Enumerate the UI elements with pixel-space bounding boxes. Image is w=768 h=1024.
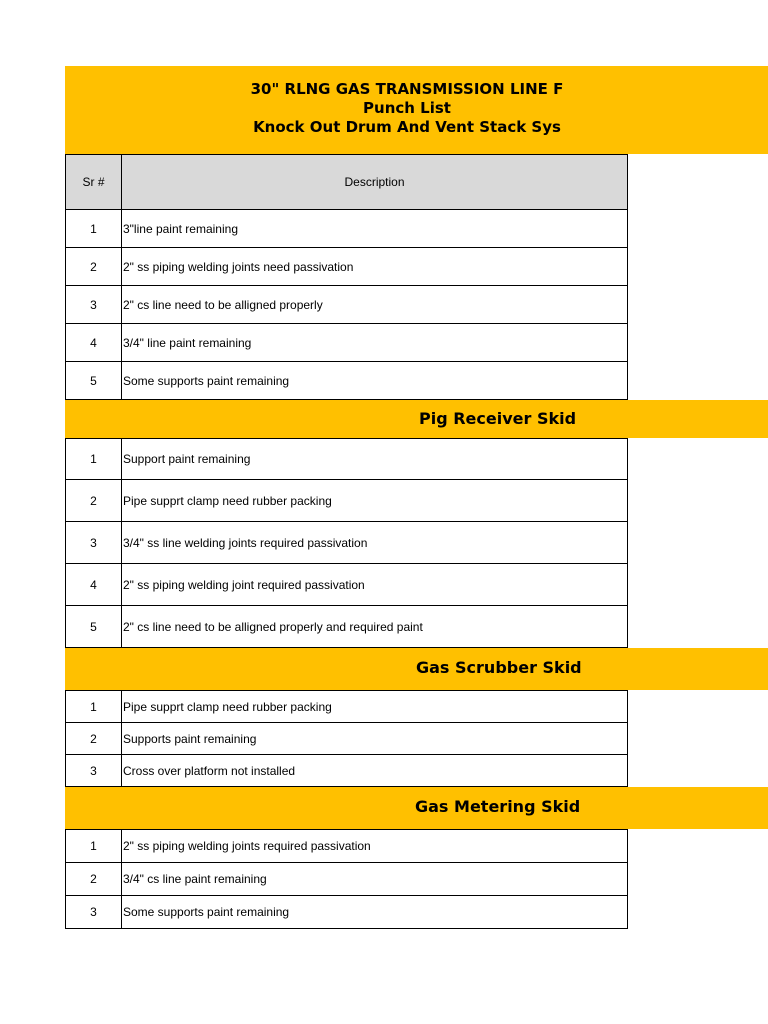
description-cell: 3/4" ss line welding joints required passivation <box>122 522 628 564</box>
description-cell: 2" cs line need to be alligned properly <box>122 286 628 324</box>
description-cell: 2" ss piping welding joint required passivation <box>122 564 628 606</box>
table-row <box>66 755 628 787</box>
table-row <box>66 691 628 723</box>
sr-cell: 1 <box>66 830 122 863</box>
sr-cell: 3 <box>66 896 122 929</box>
sr-cell: 3 <box>66 522 122 564</box>
sr-cell: 3 <box>66 755 122 787</box>
table-row <box>66 564 628 606</box>
description-cell: Pipe supprt clamp need rubber packing <box>122 480 628 522</box>
table-row <box>66 286 628 324</box>
sr-cell: 4 <box>66 324 122 362</box>
section-heading-ko-drum: Knock Out Drum And Vent Stack Sys <box>253 118 561 136</box>
document-subtitle: Punch List <box>363 99 451 117</box>
section-title-gas-scrubber: Gas Scrubber Skid <box>416 658 582 677</box>
table-row <box>66 863 628 896</box>
punch-table-pig-receiver <box>65 438 628 648</box>
table-row <box>66 210 628 248</box>
sr-cell: 2 <box>66 723 122 755</box>
sr-cell: 2 <box>66 480 122 522</box>
table-row <box>66 896 628 929</box>
document-title: 30" RLNG GAS TRANSMISSION LINE F <box>250 80 564 98</box>
column-header-description: Description <box>122 155 628 210</box>
sr-cell: 1 <box>66 210 122 248</box>
table-row <box>66 522 628 564</box>
table-row <box>66 606 628 648</box>
sr-cell: 2 <box>66 248 122 286</box>
section-title-pig-receiver: Pig Receiver Skid <box>419 409 577 428</box>
description-cell: Pipe supprt clamp need rubber packing <box>122 691 628 723</box>
table-row <box>66 324 628 362</box>
section-title-gas-metering: Gas Metering Skid <box>415 797 581 816</box>
description-cell: Some supports paint remaining <box>122 896 628 929</box>
description-cell: 3/4" line paint remaining <box>122 324 628 362</box>
table-row <box>66 439 628 480</box>
table-header-row <box>66 155 628 210</box>
sr-cell: 4 <box>66 564 122 606</box>
sr-cell: 5 <box>66 362 122 400</box>
punch-table-ko-drum <box>65 154 628 400</box>
sr-cell: 1 <box>66 439 122 480</box>
description-cell: Some supports paint remaining <box>122 362 628 400</box>
description-cell: Support paint remaining <box>122 439 628 480</box>
column-header-sr: Sr # <box>66 155 122 210</box>
description-cell: 3"line paint remaining <box>122 210 628 248</box>
punch-table-gas-metering <box>65 829 628 929</box>
sr-cell: 2 <box>66 863 122 896</box>
sr-cell: 5 <box>66 606 122 648</box>
punch-table-gas-scrubber <box>65 690 628 787</box>
table-row <box>66 723 628 755</box>
table-row <box>66 248 628 286</box>
table-row <box>66 830 628 863</box>
table-row <box>66 480 628 522</box>
sr-cell: 1 <box>66 691 122 723</box>
description-cell: 3/4" cs line paint remaining <box>122 863 628 896</box>
description-cell: 2" ss piping welding joints required passivation <box>122 830 628 863</box>
description-cell: Cross over platform not installed <box>122 755 628 787</box>
description-cell: Supports paint remaining <box>122 723 628 755</box>
sr-cell: 3 <box>66 286 122 324</box>
table-row <box>66 362 628 400</box>
description-cell: 2" cs line need to be alligned properly and required paint <box>122 606 628 648</box>
description-cell: 2" ss piping welding joints need passivation <box>122 248 628 286</box>
